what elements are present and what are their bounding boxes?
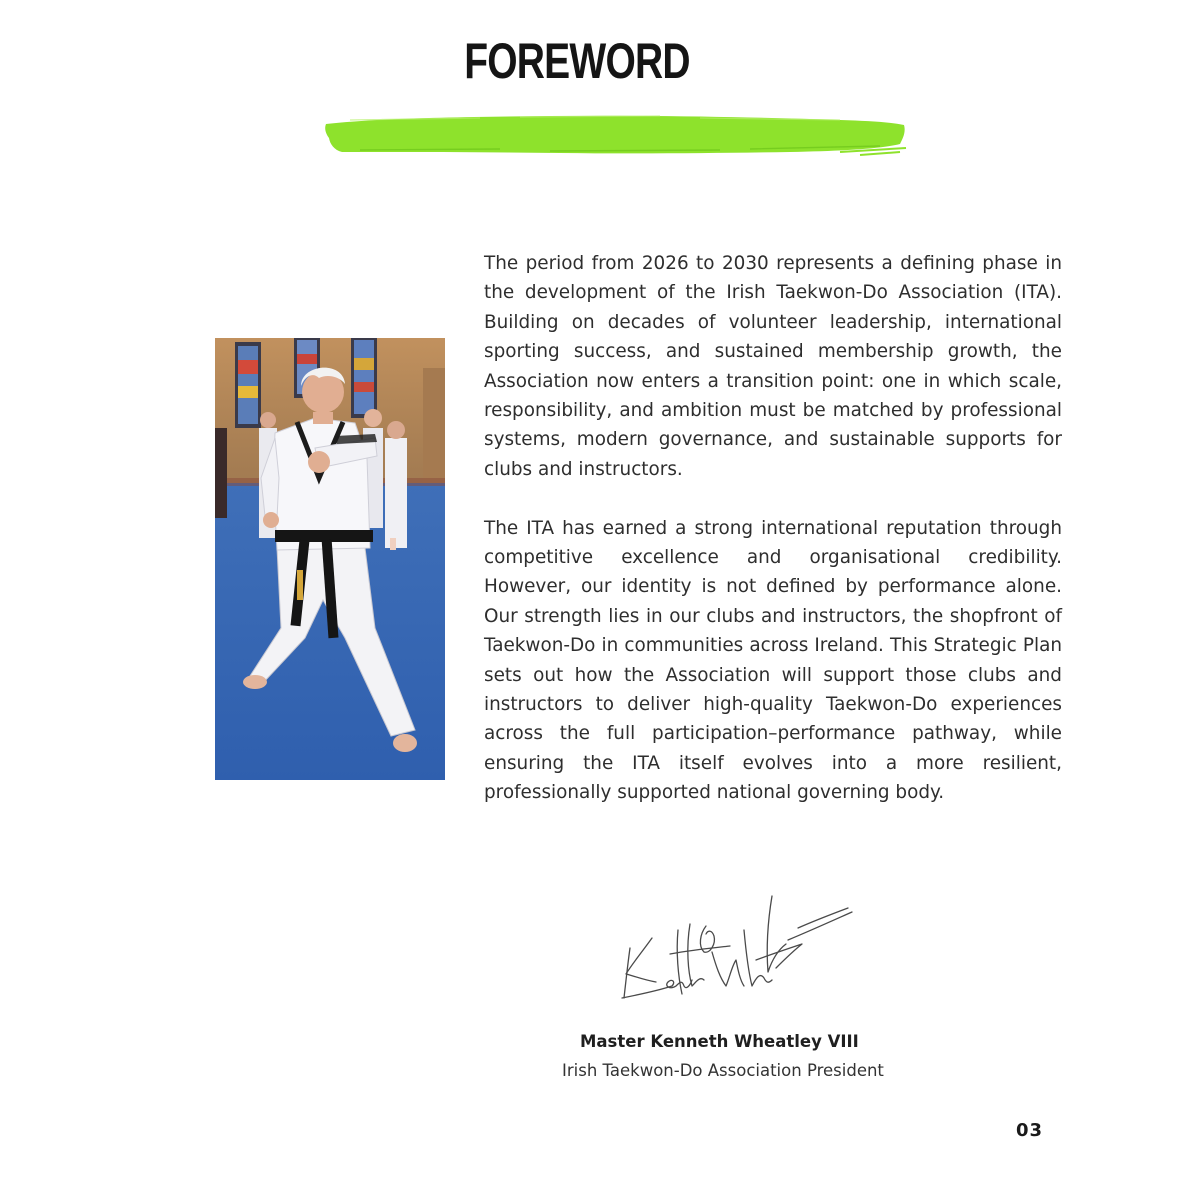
foreword-body (484, 249, 1062, 837)
page-number: 03 (1016, 1120, 1044, 1141)
handwritten-signature (612, 890, 862, 1005)
signatory-name: Master Kenneth Wheatley VIII (580, 1032, 859, 1051)
page-title: FOREWORD (464, 33, 690, 89)
foreword-paragraph: The period from 2026 to 2030 represents a defining phase in the development of the Irish Taekwon-Do Association (ITA). Building on decades of volunteer leadership, international sporting success, and sustained membership growth, the Association now enters a transition point: one in which scale, responsibility, and ambition must be matched by professional systems, modern governance, and sustainable supports for clubs and instructors. (484, 253, 1062, 480)
green-brush-stroke (320, 108, 908, 160)
president-photo (215, 338, 445, 780)
foreword-paragraph: The ITA has earned a strong international reputation through competitive excellence and organisational credibility. However, our identity is not defined by performance alone. Our strength lies in our clubs and instructors, the shopfront of Taekwon-Do in communities across Ireland. This Strategic Plan sets out how the Association will support those clubs and instructors to deliver high-quality Taekwon-Do experiences across the full participation–performance pathway, while ensuring the ITA itself evolves into a more resilient, professionally supported national governing body. (484, 517, 1062, 804)
signatory-role: Irish Taekwon-Do Association President (562, 1061, 884, 1080)
